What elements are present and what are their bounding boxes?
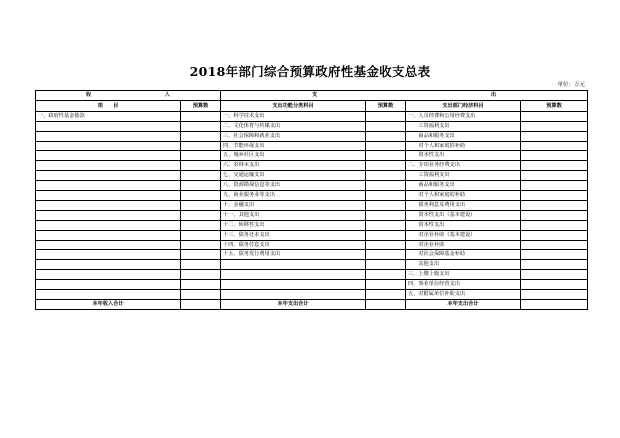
econ-subject-cell: 对个人和家庭的补助 [406, 141, 521, 151]
income-cell [36, 181, 181, 191]
econ-total-value [521, 300, 588, 310]
total-row [36, 300, 588, 310]
table-row [36, 260, 588, 270]
func-budget-cell [366, 290, 406, 300]
table-row [36, 161, 588, 171]
income-header [36, 91, 221, 101]
econ-subject-cell: 工资福利支出 [406, 121, 521, 131]
econ-budget-cell [521, 131, 588, 141]
col-header-item: 项 目 [36, 101, 181, 111]
income-cell [36, 210, 181, 220]
income-cell [36, 151, 181, 161]
econ-budget-cell [521, 270, 588, 280]
func-subject-cell: 四、节能环保支出 [221, 141, 366, 151]
func-budget-cell [366, 111, 406, 121]
func-subject-cell: 十三、债务还本支出 [221, 230, 366, 240]
econ-subject-cell: 债务利息及费用支出 [406, 200, 521, 210]
budget-table [35, 90, 588, 310]
econ-budget-cell [521, 161, 588, 171]
expense-total-label: 本年支出合计 [221, 300, 366, 310]
income-budget-cell [181, 121, 221, 131]
func-budget-cell [366, 200, 406, 210]
func-budget-cell [366, 191, 406, 201]
income-budget-cell [181, 131, 221, 141]
econ-subject-cell: 资本性支出 [406, 220, 521, 230]
unit-label: 单位：万元 [557, 82, 585, 88]
income-total-value [181, 300, 221, 310]
econ-subject-cell: 四、事业单位经营支出 [406, 280, 521, 290]
table-title: 2018年部门综合预算政府性基金收支总表 [189, 64, 431, 79]
table-row [36, 230, 588, 240]
table-row [36, 220, 588, 230]
income-budget-cell [181, 151, 221, 161]
income-cell [36, 161, 181, 171]
income-cell [36, 260, 181, 270]
income-cell [36, 121, 181, 131]
econ-subject-cell: 资本性支出 [406, 151, 521, 161]
table-row [36, 171, 588, 181]
econ-subject-cell: 商品和服务支出 [406, 131, 521, 141]
expense-total-value [366, 300, 406, 310]
col-header-budget-income: 预算数 [181, 101, 221, 111]
econ-subject-cell: 对社会保障基金补助 [406, 250, 521, 260]
econ-budget-cell [521, 181, 588, 191]
income-cell [36, 200, 181, 210]
econ-budget-cell [521, 290, 588, 300]
func-budget-cell [366, 161, 406, 171]
income-cell [36, 171, 181, 181]
func-subject-cell: 十二、转移性支出 [221, 220, 366, 230]
income-cell [36, 141, 181, 151]
func-subject-cell: 十、金融支出 [221, 200, 366, 210]
func-budget-cell [366, 220, 406, 230]
income-budget-cell [181, 181, 221, 191]
econ-budget-cell [521, 151, 588, 161]
func-budget-cell [366, 141, 406, 151]
table-row [36, 270, 588, 280]
func-subject-cell: 一、科学技术支出 [221, 111, 366, 121]
econ-budget-cell [521, 260, 588, 270]
econ-subject-cell: 对企业补助（基本建设） [406, 230, 521, 240]
func-subject-cell: 十五、债务发行费用支出 [221, 250, 366, 260]
income-total-label: 本年收入合计 [36, 300, 181, 310]
expense-header-left: 支 [312, 92, 318, 99]
income-cell [36, 220, 181, 230]
econ-subject-cell: 二、专项业务经费支出 [406, 161, 521, 171]
func-budget-cell [366, 240, 406, 250]
income-header-right: 入 [164, 92, 171, 99]
econ-subject-cell: 其他支出 [406, 260, 521, 270]
econ-budget-cell [521, 240, 588, 250]
table-row [36, 250, 588, 260]
econ-budget-cell [521, 210, 588, 220]
expense-header [221, 91, 588, 101]
income-budget-cell [181, 260, 221, 270]
func-budget-cell [366, 181, 406, 191]
income-cell [36, 191, 181, 201]
func-budget-cell [366, 210, 406, 220]
func-budget-cell [366, 270, 406, 280]
income-budget-cell [181, 230, 221, 240]
income-budget-cell [181, 280, 221, 290]
func-subject-cell [221, 260, 366, 270]
income-budget-cell [181, 220, 221, 230]
table-row [36, 200, 588, 210]
table-row [36, 141, 588, 151]
col-header-budget-func: 预算数 [366, 101, 406, 111]
col-header-econ-subject: 支出部门经济科目 [406, 101, 521, 111]
income-cell [36, 270, 181, 280]
econ-budget-cell [521, 200, 588, 210]
econ-budget-cell [521, 191, 588, 201]
income-cell [36, 250, 181, 260]
col-header-budget-econ: 预算数 [521, 101, 588, 111]
func-budget-cell [366, 280, 406, 290]
econ-subject-cell: 对企业补助 [406, 240, 521, 250]
func-subject-cell [221, 280, 366, 290]
func-subject-cell: 七、交通运输支出 [221, 171, 366, 181]
income-budget-cell [181, 240, 221, 250]
econ-budget-cell [521, 250, 588, 260]
func-budget-cell [366, 260, 406, 270]
income-cell [36, 290, 181, 300]
func-subject-cell: 二、文化体育与传媒支出 [221, 121, 366, 131]
income-cell [36, 280, 181, 290]
income-budget-cell [181, 141, 221, 151]
table-row [36, 181, 588, 191]
table-row [36, 240, 588, 250]
econ-budget-cell [521, 280, 588, 290]
econ-budget-cell [521, 220, 588, 230]
func-subject-cell [221, 270, 366, 280]
func-budget-cell [366, 121, 406, 131]
func-subject-cell: 五、城乡社区支出 [221, 151, 366, 161]
income-budget-cell [181, 290, 221, 300]
func-subject-cell [221, 290, 366, 300]
income-cell [36, 131, 181, 141]
func-subject-cell: 三、社会保障和就业支出 [221, 131, 366, 141]
income-header-left: 收 [85, 92, 92, 99]
econ-subject-cell: 资本性支出（基本建设） [406, 210, 521, 220]
table-row [36, 191, 588, 201]
income-budget-cell [181, 161, 221, 171]
econ-budget-cell [521, 121, 588, 131]
econ-budget-cell [521, 111, 588, 121]
expense-header-right: 出 [490, 92, 497, 99]
func-budget-cell [366, 171, 406, 181]
table-row [36, 121, 588, 131]
income-budget-cell [181, 191, 221, 201]
econ-subject-cell: 工资福利支出 [406, 171, 521, 181]
col-header-func-subject: 支出功能分类科目 [221, 101, 366, 111]
func-subject-cell: 六、农林水支出 [221, 161, 366, 171]
econ-budget-cell [521, 230, 588, 240]
func-subject-cell: 八、资源勘探信息等支出 [221, 181, 366, 191]
table-row [36, 280, 588, 290]
econ-subject-cell: 一、人员经费和公用经费支出 [406, 111, 521, 121]
income-budget-cell [181, 171, 221, 181]
econ-subject-cell: 对个人和家庭的补助 [406, 191, 521, 201]
income-budget-cell [181, 250, 221, 260]
table-row [36, 290, 588, 300]
func-subject-cell: 十一、其他支出 [221, 210, 366, 220]
income-budget-cell [181, 200, 221, 210]
table-row [36, 151, 588, 161]
econ-budget-cell [521, 141, 588, 151]
header-row-top [36, 91, 588, 101]
income-cell: 一、政府性基金拨款 [36, 111, 181, 121]
econ-subject-cell: 五、对附属单位补助支出 [406, 290, 521, 300]
econ-subject-cell: 三、上缴上级支出 [406, 270, 521, 280]
func-budget-cell [366, 230, 406, 240]
econ-total-label: 本年支出合计 [406, 300, 521, 310]
income-budget-cell [181, 270, 221, 280]
table-row [36, 131, 588, 141]
func-budget-cell [366, 250, 406, 260]
func-subject-cell: 九、商业服务业等支出 [221, 191, 366, 201]
header-row-sub [36, 101, 588, 111]
func-budget-cell [366, 131, 406, 141]
table-row [36, 210, 588, 220]
income-cell [36, 240, 181, 250]
econ-subject-cell: 商品和服务支出 [406, 181, 521, 191]
func-subject-cell: 十四、债务付息支出 [221, 240, 366, 250]
econ-budget-cell [521, 171, 588, 181]
income-budget-cell [181, 210, 221, 220]
income-budget-cell [181, 111, 221, 121]
income-cell [36, 230, 181, 240]
table-row [36, 111, 588, 121]
func-budget-cell [366, 151, 406, 161]
